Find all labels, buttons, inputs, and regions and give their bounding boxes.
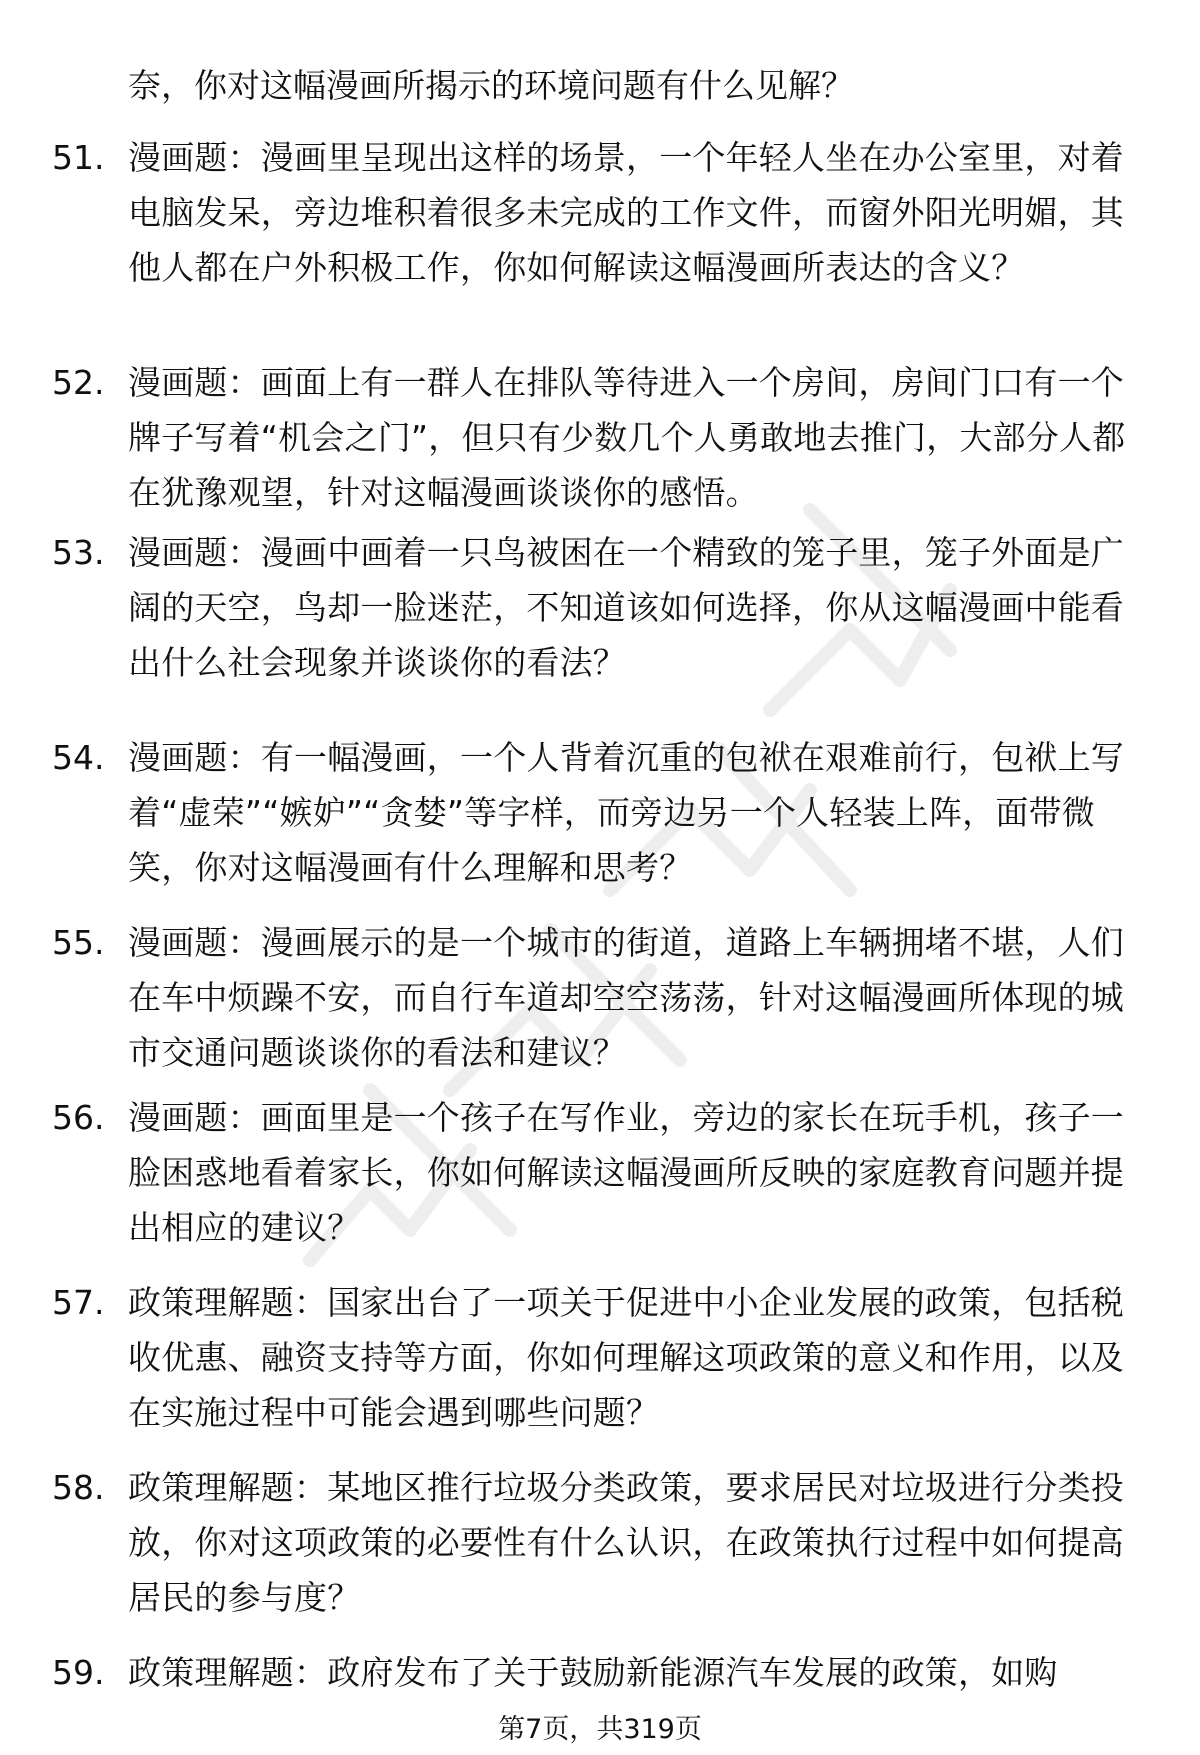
question-number: 59. (52, 1653, 105, 1692)
question-number: 58. (52, 1468, 105, 1507)
question-text: 漫画题：有一幅漫画，一个人背着沉重的包袱在艰难前行，包袱上写着“虚荣”“嫉妒”“贪婪”等字样，而旁边另一个人轻装上阵，面带微笑，你对这幅漫画有什么理解和思考？ (128, 738, 1124, 887)
question-number: 56. (52, 1098, 105, 1137)
question-number: 55. (52, 923, 105, 962)
question-text: 漫画题：画面上有一群人在排队等待进入一个房间，房间门口有一个牌子写着“机会之门”，但只有少数几个人勇敢地去推门，大部分人都在犹豫观望，针对这幅漫画谈谈你的感悟。 (128, 363, 1126, 512)
page-footer: 第7页，共319页 (498, 1714, 702, 1745)
question-text: 政策理解题：某地区推行垃圾分类政策，要求居民对垃圾进行分类投放，你对这项政策的必要性有什么认识，在政策执行过程中如何提高居民的参与度？ (128, 1468, 1124, 1617)
question-text: 漫画题：画面里是一个孩子在写作业，旁边的家长在玩手机，孩子一脸困惑地看着家长，你如何解读这幅漫画所反映的家庭教育问题并提出相应的建议？ (128, 1098, 1124, 1247)
question-text: 政策理解题：国家出台了一项关于促进中小企业发展的政策，包括税收优惠、融资支持等方面，你如何理解这项政策的意义和作用，以及在实施过程中可能会遇到哪些问题？ (128, 1283, 1124, 1432)
question-number: 54. (52, 738, 105, 777)
question-text: 政策理解题：政府发布了关于鼓励新能源汽车发展的政策，如购 (128, 1653, 1058, 1692)
question-number: 51. (52, 138, 105, 177)
question-number: 57. (52, 1283, 105, 1322)
question-text: 漫画题：漫画中画着一只鸟被困在一个精致的笼子里，笼子外面是广阔的天空，鸟却一脸迷茫，不知道该如何选择，你从这幅漫画中能看出什么社会现象并谈谈你的看法？ (128, 533, 1124, 682)
question-number: 52. (52, 363, 105, 402)
continued-question-text: 奈，你对这幅漫画所揭示的环境问题有什么见解？ (128, 66, 854, 105)
question-text: 漫画题：漫画展示的是一个城市的街道，道路上车辆拥堵不堪，人们在车中烦躁不安，而自行车道却空空荡荡，针对这幅漫画所体现的城市交通问题谈谈你的看法和建议？ (128, 923, 1124, 1072)
question-number: 53. (52, 533, 105, 572)
question-text: 漫画题：漫画里呈现出这样的场景，一个年轻人坐在办公室里，对着电脑发呆，旁边堆积着很多未完成的工作文件，而窗外阳光明媚，其他人都在户外积极工作，你如何解读这幅漫画所表达的含义？ (128, 138, 1124, 287)
